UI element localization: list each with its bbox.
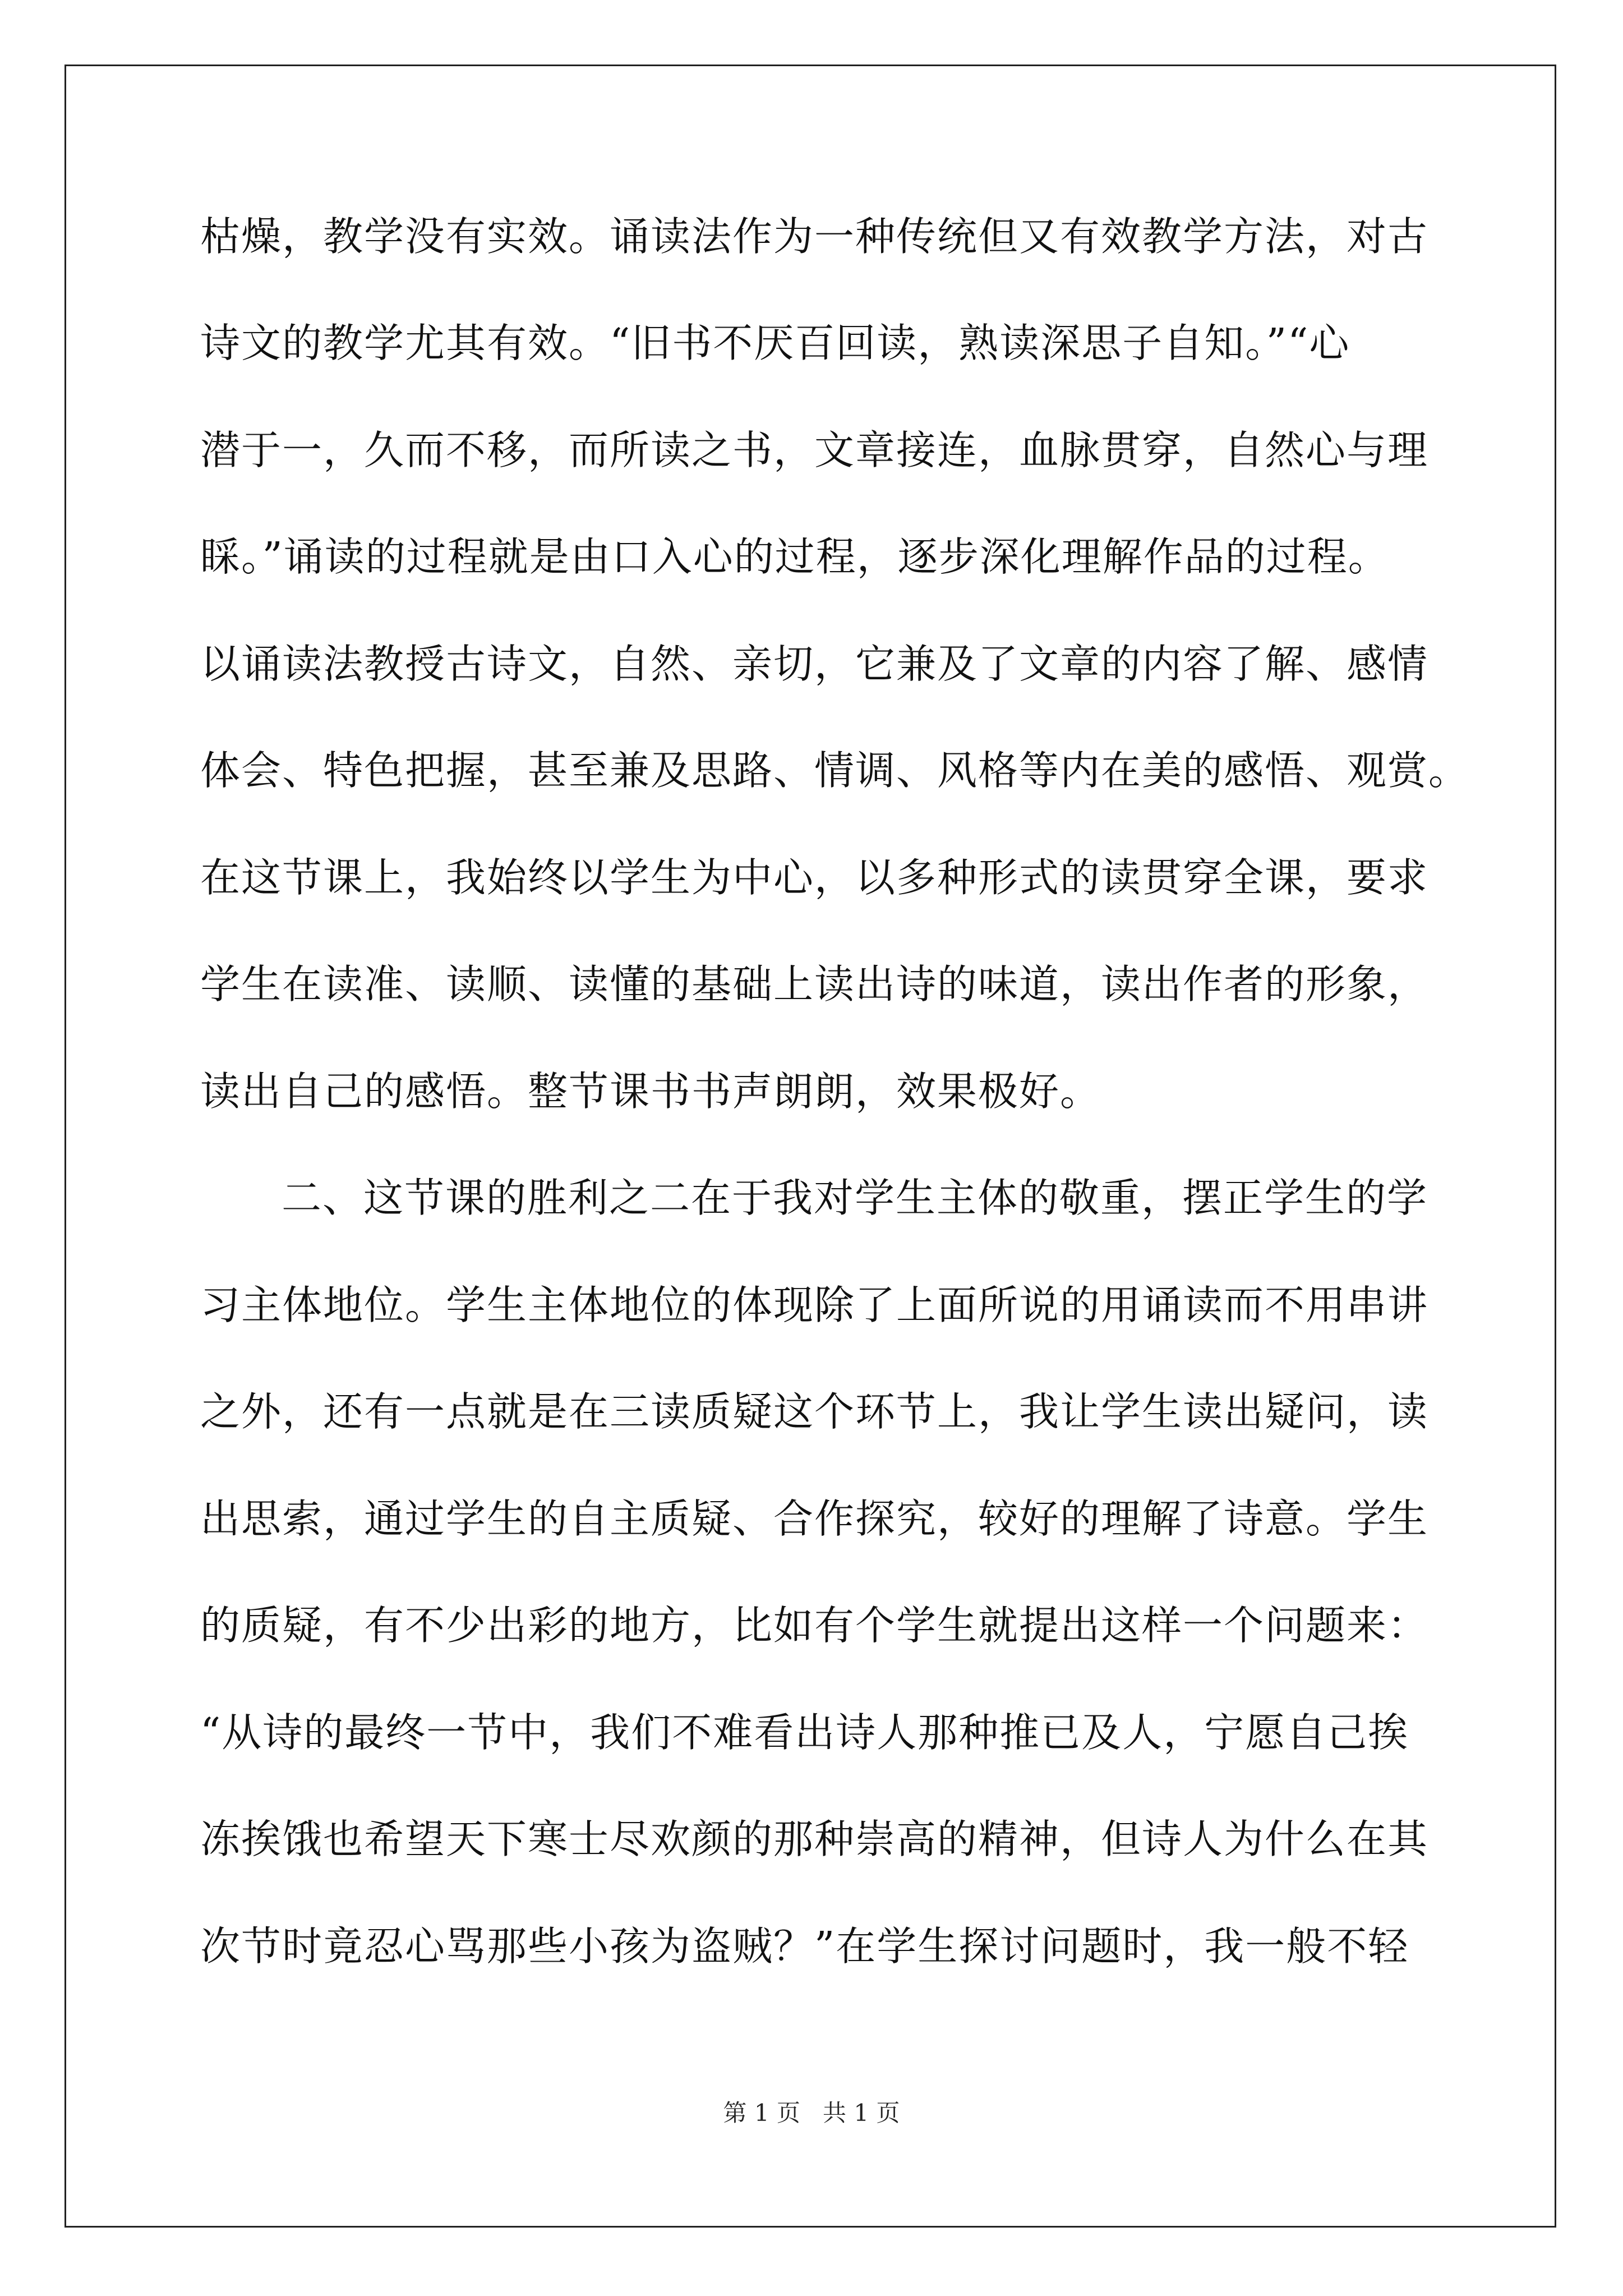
text-line: 冻挨饿也希望天下寒士尽欢颜的那种崇高的精神，但诗人为什么在其	[200, 1816, 1429, 1862]
text-line: 以诵读法教授古诗文，自然、亲切，它兼及了文章的内容了解、感情	[200, 641, 1429, 687]
page-border	[64, 65, 1556, 2228]
text-line: 诗文的教学尤其有效。“旧书不厌百回读，熟读深思子自知。”“心	[200, 320, 1350, 366]
text-line: 次节时竟忍心骂那些小孩为盗贼？”在学生探讨问题时，我一般不轻	[200, 1923, 1409, 1970]
text-line: 之外，还有一点就是在三读质疑这个环节上，我让学生读出疑问，读	[200, 1388, 1429, 1435]
text-line: 体会、特色把握，甚至兼及思路、情调、风格等内在美的感悟、观赏。	[200, 747, 1470, 794]
text-line: 习主体地位。学生主体地位的体现除了上面所说的用诵读而不用串讲	[200, 1282, 1429, 1328]
text-line: 读出自己的感悟。整节课书书声朗朗，效果极好。	[200, 1068, 1101, 1115]
text-line: 学生在读准、读顺、读懂的基础上读出诗的味道，读出作者的形象，	[200, 961, 1429, 1007]
text-line: 在这节课上，我始终以学生为中心，以多种形式的读贯穿全课，要求	[200, 854, 1429, 901]
text-line: 枯燥，教学没有实效。诵读法作为一种传统但又有效教学方法，对古	[200, 213, 1429, 260]
text-line: 潜于一，久而不移，而所读之书，文章接连，血脉贯穿，自然心与理	[200, 427, 1429, 473]
page-number-footer: 第 1 页 共 1 页	[723, 2099, 900, 2127]
paragraph-first-line: 二、这节课的胜利之二在于我对学生主体的敬重，摆正学生的学	[282, 1175, 1428, 1221]
text-line: 出思索，通过学生的自主质疑、合作探究，较好的理解了诗意。学生	[200, 1496, 1429, 1542]
text-line: 睬。”诵读的过程就是由口入心的过程，逐步深化理解作品的过程。	[200, 533, 1389, 580]
text-line: “从诗的最终一节中，我们不难看出诗人那种推已及人，宁愿自己挨	[200, 1709, 1409, 1756]
text-line: 的质疑，有不少出彩的地方，比如有个学生就提出这样一个问题来：	[200, 1602, 1429, 1649]
